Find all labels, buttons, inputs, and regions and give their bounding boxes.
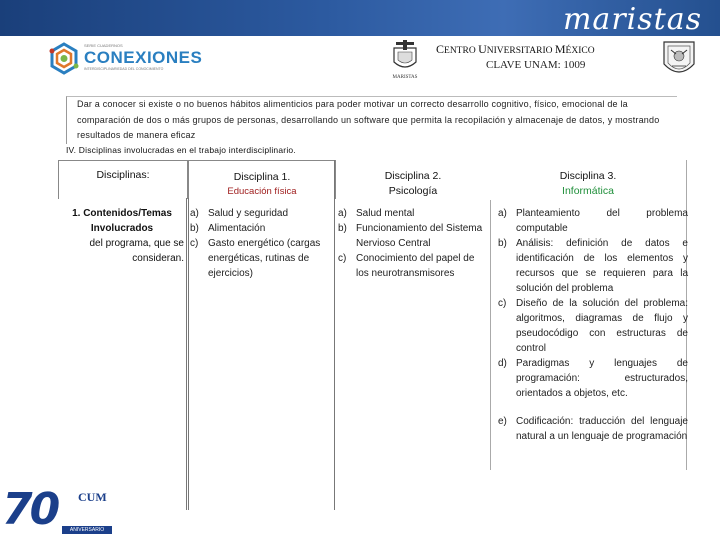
col2-item xyxy=(338,221,488,251)
conexiones-series: SERIE CUADERNOS xyxy=(84,43,123,48)
divider-1b xyxy=(188,198,189,510)
col3-item xyxy=(498,356,688,401)
anniversary-number: 70 xyxy=(2,484,58,535)
col2-list xyxy=(338,206,488,281)
item-text: Codificación: traducción del lenguaje natural a un lenguaje de programación xyxy=(516,416,688,442)
anniversary-logo xyxy=(0,484,120,540)
col1-item xyxy=(190,221,332,236)
divider-3 xyxy=(490,200,491,470)
header-disciplina-1: Disciplina 1. xyxy=(233,171,291,183)
row-label-bold: 1. Contenidos/Temas Involucrados xyxy=(72,208,172,234)
row-label-rest: del programa, que se consideran. xyxy=(89,238,184,264)
header-cell-disciplina-1 xyxy=(188,160,336,199)
maristas-crest-icon xyxy=(384,38,426,80)
section-title: IV. Disciplinas involucradas en el trabajo interdisciplinario. xyxy=(66,145,296,155)
col2-item xyxy=(338,251,488,281)
header-disciplina-3: Disciplina 3. xyxy=(559,170,617,182)
header-disciplinas: Disciplinas: xyxy=(96,169,150,181)
item-text: Paradigmas y lenguajes de programación: estructurados, orientados a objetos, etc. xyxy=(516,358,688,399)
conexiones-name: CONEXIONES xyxy=(84,48,203,67)
item-marker: a) xyxy=(498,208,507,219)
anniversary-label: ANIVERSARIO xyxy=(62,526,112,534)
item-marker: c) xyxy=(190,238,199,249)
item-text: Salud y seguridad xyxy=(208,208,289,219)
header-psicologia: Psicología xyxy=(388,185,438,197)
item-text: Diseño de la solución del problema: algoritmos, diagramas de flujo y pseudocódigo con estructuras de control xyxy=(516,298,688,354)
col3-list xyxy=(498,206,688,444)
conexiones-subtitle: INTERDISCIPLINARIEDAD DEL CONOCIMIENTO xyxy=(84,67,164,71)
col3-item xyxy=(498,414,688,444)
item-text: Conocimiento del papel de los neurotransmisores xyxy=(356,253,475,279)
item-text: Funcionamiento del Sistema Nervioso Central xyxy=(356,223,483,249)
header-educacion-fisica: Educación física xyxy=(227,186,297,197)
clave-unam: CLAVE UNAM: 1009 xyxy=(486,59,586,71)
item-text: Análisis: definición de datos e identificación de los elementos y recursos que se requieren para la solución del problema xyxy=(516,238,688,294)
header-cell-disciplina-3 xyxy=(492,160,684,198)
divider-1 xyxy=(186,198,187,510)
item-marker: a) xyxy=(338,208,347,219)
item-marker: b) xyxy=(338,223,347,234)
col1-list xyxy=(190,206,332,281)
item-text: Salud mental xyxy=(356,208,415,219)
col3-item xyxy=(498,296,688,356)
header-cell-disciplina-2 xyxy=(336,160,490,198)
unam-crest-icon xyxy=(658,38,700,82)
item-text: Gasto energético (cargas energéticas, rutinas de ejercicios) xyxy=(208,238,321,279)
item-text: Planteamiento del problema computable xyxy=(516,208,688,234)
header-informatica: Informática xyxy=(562,185,614,197)
objective-text: Dar a conocer si existe o no buenos hábitos alimenticios para poder motivar un correcto desarrollo cognitivo, físico, emocional de la comparación de dos o más grupos de personas, desarrollando un software que permita la recopilación y almacenaje de datos, y mostrando resultados de manera eficaz xyxy=(66,96,677,144)
item-marker: c) xyxy=(338,253,347,264)
item-marker: a) xyxy=(190,208,199,219)
item-marker: e) xyxy=(498,416,507,427)
top-banner xyxy=(0,0,720,36)
row-label-contenidos xyxy=(60,206,184,266)
header-disciplina-2: Disciplina 2. xyxy=(384,170,442,182)
item-marker: b) xyxy=(190,223,199,234)
crest-caption: MARISTAS xyxy=(392,75,418,80)
col1-item xyxy=(190,236,332,281)
item-marker: b) xyxy=(498,238,507,249)
item-marker: d) xyxy=(498,358,507,369)
col3-item xyxy=(498,236,688,296)
institution-name: CENTRO UNIVERSITARIO MÉXICO xyxy=(436,42,595,56)
item-marker: c) xyxy=(498,298,507,309)
disciplines-table xyxy=(58,160,698,510)
maristas-wordmark: maristas xyxy=(562,2,702,36)
item-text: Alimentación xyxy=(208,223,266,234)
col3-item xyxy=(498,206,688,236)
col2-item xyxy=(338,206,488,221)
divider-2 xyxy=(334,160,335,510)
col1-item xyxy=(190,206,332,221)
cum-logo-text: CUM xyxy=(78,490,107,504)
header-cell-disciplinas xyxy=(58,160,188,199)
